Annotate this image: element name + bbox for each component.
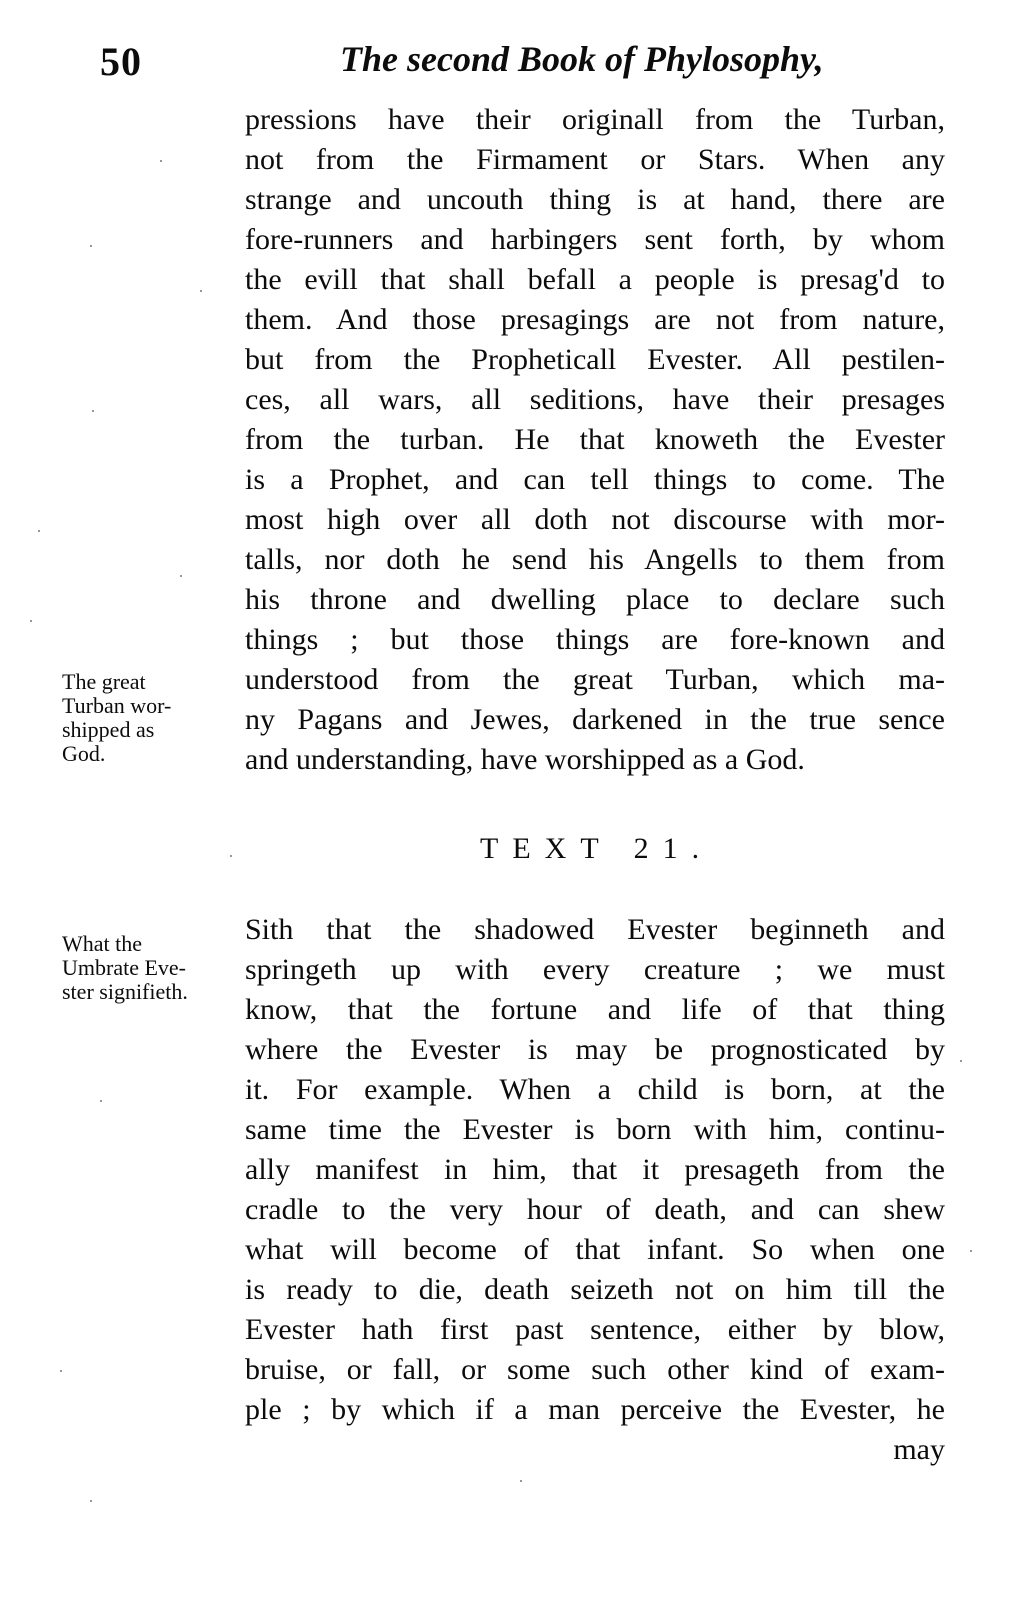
speck [38,530,40,532]
text-line: know, that the fortune and life of that thing [245,993,945,1026]
speck [960,1060,962,1062]
speck [100,1100,102,1102]
text-line: where the Evester is may be prognosticated by [245,1033,945,1066]
speck [200,290,202,292]
text-line: what will become of that infant. So when one [245,1233,945,1266]
text-line: ny Pagans and Jewes, darkened in the true sence [245,703,945,736]
paragraph-1 [245,100,945,780]
text-line: things ; but those things are fore-known and [245,623,945,656]
text-line: is a Prophet, and can tell things to come. The [245,463,945,496]
text-line: the evill that shall befall a people is presag'd to [245,263,945,296]
text-line: it. For example. When a child is born, at the [245,1073,945,1106]
margin-note-line: What the [62,931,143,956]
text-line: them. And those presagings are not from nature, [245,303,945,336]
margin-note-line: Umbrate Eve- [62,955,186,980]
speck [520,1480,522,1482]
margin-note-line: God. [62,741,106,766]
text-line: cradle to the very hour of death, and can shew [245,1193,945,1226]
paragraph-2 [245,910,945,1470]
text-line: same time the Evester is born with him, continu- [245,1113,945,1146]
speck [970,1250,972,1252]
catchword: may [893,1433,945,1466]
page-number: 50 [100,39,142,84]
text-line: Evester hath first past sentence, either by blow, [245,1313,945,1346]
speck [92,410,94,412]
section-heading: TEXT 21. [480,832,714,865]
text-line: most high over all doth not discourse with mor- [245,503,945,536]
text-line: his throne and dwelling place to declare such [245,583,945,616]
speck [60,1370,62,1372]
speck [90,245,92,247]
speck [230,855,232,857]
running-head: The second Book of Phylosophy, [340,39,824,79]
margin-note-evester [62,932,242,1004]
text-line: bruise, or fall, or some such other kind of exam- [245,1353,945,1386]
text-line: not from the Firmament or Stars. When any [245,143,945,176]
speck [30,620,32,622]
text-line: Sith that the shadowed Evester beginneth and [245,913,945,946]
text-line: springeth up with every creature ; we must [245,953,945,986]
text-line: and understanding, have worshipped as a God. [245,743,805,776]
speck [180,575,182,577]
margin-note-line: shipped as [62,717,155,742]
text-line: strange and uncouth thing is at hand, there are [245,183,945,216]
speck [160,160,162,162]
text-line: ces, all wars, all seditions, have their presages [245,383,945,416]
speck [90,1500,92,1502]
margin-note-line: The great [62,669,146,694]
margin-note-line: Turban wor- [62,693,172,718]
text-line: pressions have their originall from the Turban, [245,103,945,136]
margin-note-line: ster signifieth. [62,979,188,1004]
text-line: fore-runners and harbingers sent forth, by whom [245,223,945,256]
text-line: ally manifest in him, that it presageth from the [245,1153,945,1186]
margin-note-turban [62,670,242,766]
text-line: is ready to die, death seizeth not on him till the [245,1273,945,1306]
text-line: ple ; by which if a man perceive the Evester, he [245,1393,945,1426]
text-line: understood from the great Turban, which ma- [245,663,945,696]
text-line: talls, nor doth he send his Angells to them from [245,543,945,576]
text-line: but from the Propheticall Evester. All pestilen- [245,343,945,376]
text-line: from the turban. He that knoweth the Evester [245,423,945,456]
